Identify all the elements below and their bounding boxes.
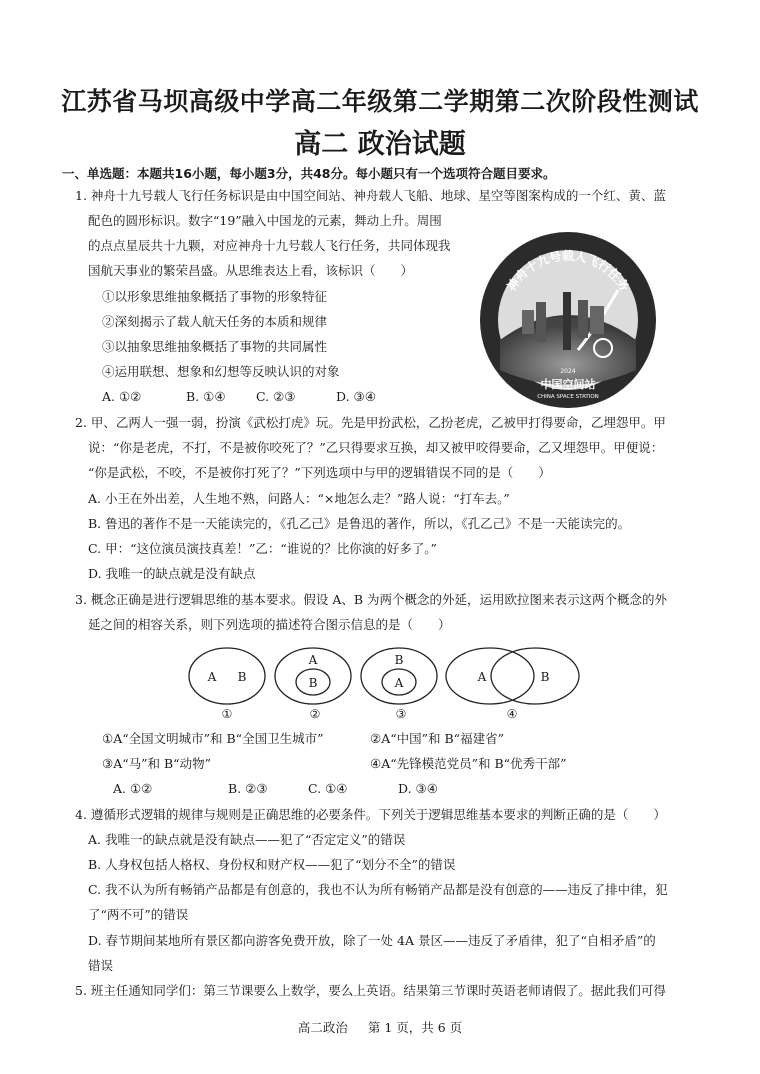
mission-badge (478, 230, 658, 410)
q3-option-1: ①A“全国文明城市”和 B“全国卫生城市” (102, 731, 324, 746)
venn-4-circle-a (446, 648, 534, 704)
section-heading: 一、单选题：本题共16小题，每小题3分，共48分。每小题只有一个选项符合题目要求。 (62, 166, 556, 181)
q3-choice-b: B. ②③ (228, 781, 268, 796)
q4-line-1: 4. 遵循形式逻辑的规律与规则是正确思维的必要条件。下列关于逻辑思维基本要求的判断正确的是（ ） (75, 807, 666, 822)
euler-diagrams (185, 644, 580, 724)
venn-2-label-b: B (308, 676, 318, 690)
venn-4-label-b: B (540, 670, 550, 684)
page-footer (0, 1018, 760, 1036)
q4-choice-d-line-2: 错误 (88, 958, 114, 973)
q4-choice-a: A. 我唯一的缺点就是没有缺点——犯了“否定定义”的错误 (88, 832, 406, 847)
q1-option-4: ④运用联想、想象和幻想等反映认识的对象 (102, 364, 340, 379)
q1-option-2: ②深刻揭示了载人航天任务的本质和规律 (102, 314, 328, 329)
q1-choice-b: B. ①④ (186, 389, 226, 404)
q3-line-1: 3. 概念正确是进行逻辑思维的基本要求。假设 A、B 为两个概念的外延，运用欧拉图来表示这两个概念的外 (75, 592, 668, 607)
venn-2-label-a: A (308, 653, 318, 667)
q5-line-1: 5. 班主任通知同学们：第三节课要么上数学，要么上英语。结果第三节课时英语老师请假了。据此我们可得 (75, 983, 666, 998)
q1-line-1: 1. 神舟十九号载人飞行任务标识是由中国空间站、神舟载人飞船、地球、星空等图案构成的一个红、黄、蓝 (75, 188, 666, 203)
badge-arc-text: 神舟十九号载人飞行任务 (504, 249, 632, 294)
exam-title: 江苏省马坝高级中学高二年级第二学期第二次阶段性测试 (61, 87, 699, 116)
badge-en-label: CHINA SPACE STATION (537, 394, 599, 400)
q1-choice-d: D. ③④ (336, 389, 376, 404)
q1-option-3: ③以抽象思维抽象概括了事物的共同属性 (102, 339, 328, 354)
venn-4-circle-b (491, 648, 579, 704)
q1-choice-c: C. ②③ (256, 389, 296, 404)
exam-subtitle: 高二 政治试题 (294, 129, 466, 160)
venn-1-label-a: A (207, 670, 217, 684)
q1-choice-a: A. ①② (102, 389, 142, 404)
q3-option-2: ②A“中国”和 B“福建省” (370, 731, 504, 746)
q2-line-2: 说：“你是老虎，不打，不是被你咬死了？”乙只得要求互换，却又被甲咬得要命，乙又埋怨甲。甲便说： (88, 440, 664, 455)
q2-choice-c: C. 甲：“这位演员演技真差！”乙：“谁说的？比你演的好多了。” (88, 541, 437, 556)
q4-choice-c-line-1: C. 我不认为所有畅销产品都是有创意的，我也不认为所有畅销产品都是没有创意的——违反了排中律，犯 (88, 882, 668, 897)
badge-year: 2024 (560, 368, 576, 375)
q1-line-3: 的点点星辰共十九颗，对应神舟十九号载人飞行任务，共同体现我 (88, 238, 451, 253)
venn-1-number: ① (221, 707, 233, 721)
venn-3-number: ③ (395, 707, 407, 721)
q3-choice-c: C. ①④ (308, 781, 348, 796)
venn-1-label-b: B (237, 670, 247, 684)
q3-line-2: 延之间的相容关系，则下列选项的描述符合图示信息的是（ ） (88, 617, 451, 632)
footer-page-number: 第 1 页，共 6 页 (367, 1020, 463, 1035)
venn-1-circle (189, 648, 265, 704)
q2-line-3: “你是武松，不咬，不是被你打死了？”下列选项中与甲的逻辑错误不同的是（ ） (88, 465, 551, 480)
q4-choice-b: B. 人身权包括人格权、身份权和财产权——犯了“划分不全”的错误 (88, 857, 456, 872)
badge-cn-label: 中国空间站 (540, 378, 596, 391)
q2-line-1: 2. 甲、乙两人一强一弱，扮演《武松打虎》玩。先是甲扮武松，乙扮老虎，乙被甲打得要命，乙埋怨甲。甲 (75, 415, 666, 430)
q3-choice-d: D. ③④ (398, 781, 438, 796)
q2-choice-b: B. 鲁迅的著作不是一天能读完的，《孔乙己》是鲁迅的著作，所以，《孔乙己》不是一天能读完的。 (88, 516, 631, 531)
venn-2-number: ② (309, 707, 321, 721)
venn-4-number: ④ (506, 707, 518, 721)
q3-option-3: ③A“马”和 B“动物” (102, 756, 211, 771)
q1-line-4: 国航天事业的繁荣昌盛。从思维表达上看，该标识（ ） (88, 263, 414, 278)
venn-3-label-b: B (394, 653, 404, 667)
q2-choice-a: A. 小王在外出差，人生地不熟，问路人：“×地怎么走？”路人说：“打车去。” (88, 491, 510, 506)
footer-subject: 高二政治 (297, 1020, 348, 1035)
q3-choice-a: A. ①② (113, 781, 153, 796)
venn-4-label-a: A (477, 670, 487, 684)
venn-3-label-a: A (394, 676, 404, 690)
q3-option-4: ④A“先锋模范党员”和 B“优秀干部” (370, 756, 567, 771)
q1-line-2: 配色的圆形标识。数字“19”融入中国龙的元素，舞动上升。周围 (88, 213, 442, 228)
q2-choice-d: D. 我唯一的缺点就是没有缺点 (88, 566, 256, 581)
q4-choice-c-line-2: 了“两不可”的错误 (88, 907, 189, 922)
q1-option-1: ①以形象思维抽象概括了事物的形象特征 (102, 289, 328, 304)
q4-choice-d-line-1: D. 春节期间某地所有景区都向游客免费开放，除了一处 4A 景区——违反了矛盾律，犯了“自相矛盾”的 (88, 933, 656, 948)
